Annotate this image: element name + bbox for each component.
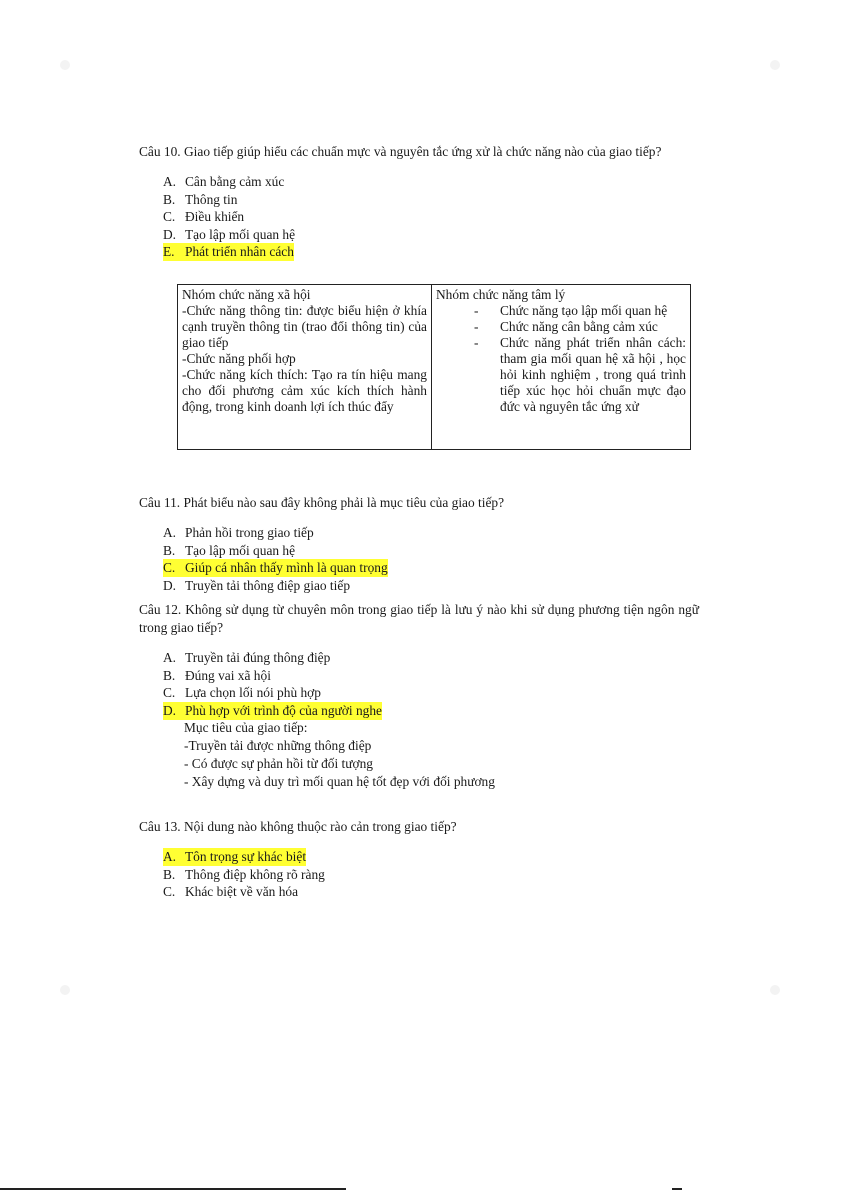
social-functions-header: Nhóm chức năng xã hội: [182, 287, 311, 302]
option-a: A. Truyền tải đúng thông điệp: [163, 650, 331, 665]
stimulation-function-line: -Chức năng kích thích: Tạo ra tín hiệu mang cho đối phương cảm xúc kích thích hành động, trong kinh doanh lợi ích thúc đẩy: [182, 367, 427, 414]
goals-note-line: - Xây dựng và duy trì mối quan hệ tốt đẹp với đối phương: [184, 774, 495, 790]
functions-table: [177, 284, 691, 450]
question-10-options: [163, 173, 699, 261]
question-10-text: Câu 10. Giao tiếp giúp hiểu các chuẩn mực và nguyên tắc ứng xử là chức năng nào của giao tiếp?: [139, 144, 662, 159]
bottom-edge-mark: [672, 1188, 682, 1190]
option-a: A. Cân bằng cảm xúc: [163, 174, 285, 189]
option-c: C. Khác biệt về văn hóa: [163, 884, 299, 900]
option-e-answer: E. Phát triển nhân cách: [163, 244, 294, 260]
option-c: C. Lựa chọn lối nói phù hợp: [163, 685, 321, 701]
psychological-functions-cell: [432, 285, 691, 450]
option-b: B. Thông điệp không rõ ràng: [163, 866, 325, 882]
goals-notes-title: Mục tiêu của giao tiếp:: [184, 720, 308, 736]
option-d: D. Truyền tải thông điệp giao tiếp: [163, 577, 351, 593]
question-11-text: Câu 11. Phát biểu nào sau đây không phải là mục tiêu của giao tiếp?: [139, 495, 505, 510]
option-d-answer: D. Phù hợp với trình độ của người nghe: [163, 702, 382, 718]
psychological-functions-list: [436, 303, 686, 415]
scan-mark: [60, 60, 70, 70]
question-13: [139, 818, 699, 901]
scan-mark: [60, 985, 70, 995]
option-d: D. Tạo lập mối quan hệ: [163, 226, 296, 242]
scan-mark: [770, 60, 780, 70]
question-11: [139, 494, 699, 594]
question-12: [139, 601, 699, 791]
info-function-line: -Chức năng thông tin: được biểu hiện ở khía cạnh truyền thông tin (trao đổi thông tin) của giao tiếp: [182, 303, 427, 350]
psychological-functions-header: Nhóm chức năng tâm lý: [436, 287, 566, 302]
question-11-options: [163, 524, 699, 594]
list-item: - Chức năng cân bằng cảm xúc: [474, 319, 686, 335]
social-functions-cell: [178, 285, 432, 450]
option-c: C. Điều khiển: [163, 209, 245, 225]
question-12-text: Câu 12. Không sử dụng từ chuyên môn trong giao tiếp là lưu ý nào khi sử dụng phương tiện ngôn ngữ trong giao tiếp?: [139, 602, 699, 635]
coordination-function-line: -Chức năng phối hợp: [182, 351, 296, 366]
option-b: B. Tạo lập mối quan hệ: [163, 542, 296, 558]
goals-note-line: - Có được sự phản hồi từ đối tượng: [184, 756, 373, 772]
goals-note-line: -Truyền tải được những thông điệp: [184, 738, 372, 754]
option-c-answer: C. Giúp cá nhân thấy mình là quan trọng: [163, 560, 388, 576]
option-a-answer: A. Tôn trọng sự khác biệt: [163, 849, 307, 864]
goals-notes: [184, 719, 699, 791]
question-10: [139, 143, 699, 261]
option-b: B. Đúng vai xã hội: [163, 667, 271, 683]
question-12-options: [163, 649, 699, 719]
question-13-options: [163, 848, 699, 901]
question-13-text: Câu 13. Nội dung nào không thuộc rào cản trong giao tiếp?: [139, 819, 457, 834]
option-a: A. Phản hồi trong giao tiếp: [163, 525, 314, 540]
bottom-edge-line: [0, 1188, 346, 1190]
option-b: B. Thông tin: [163, 191, 238, 207]
list-item: - Chức năng tạo lập mối quan hệ: [474, 303, 686, 319]
list-item: - Chức năng phát triển nhân cách: tham gia mối quan hệ xã hội , học hỏi kinh nghiệm , trong quá trình tiếp xúc học hỏi chuẩn mực đạo đức và nguyên tắc ứng xử: [474, 335, 686, 415]
scan-mark: [770, 985, 780, 995]
